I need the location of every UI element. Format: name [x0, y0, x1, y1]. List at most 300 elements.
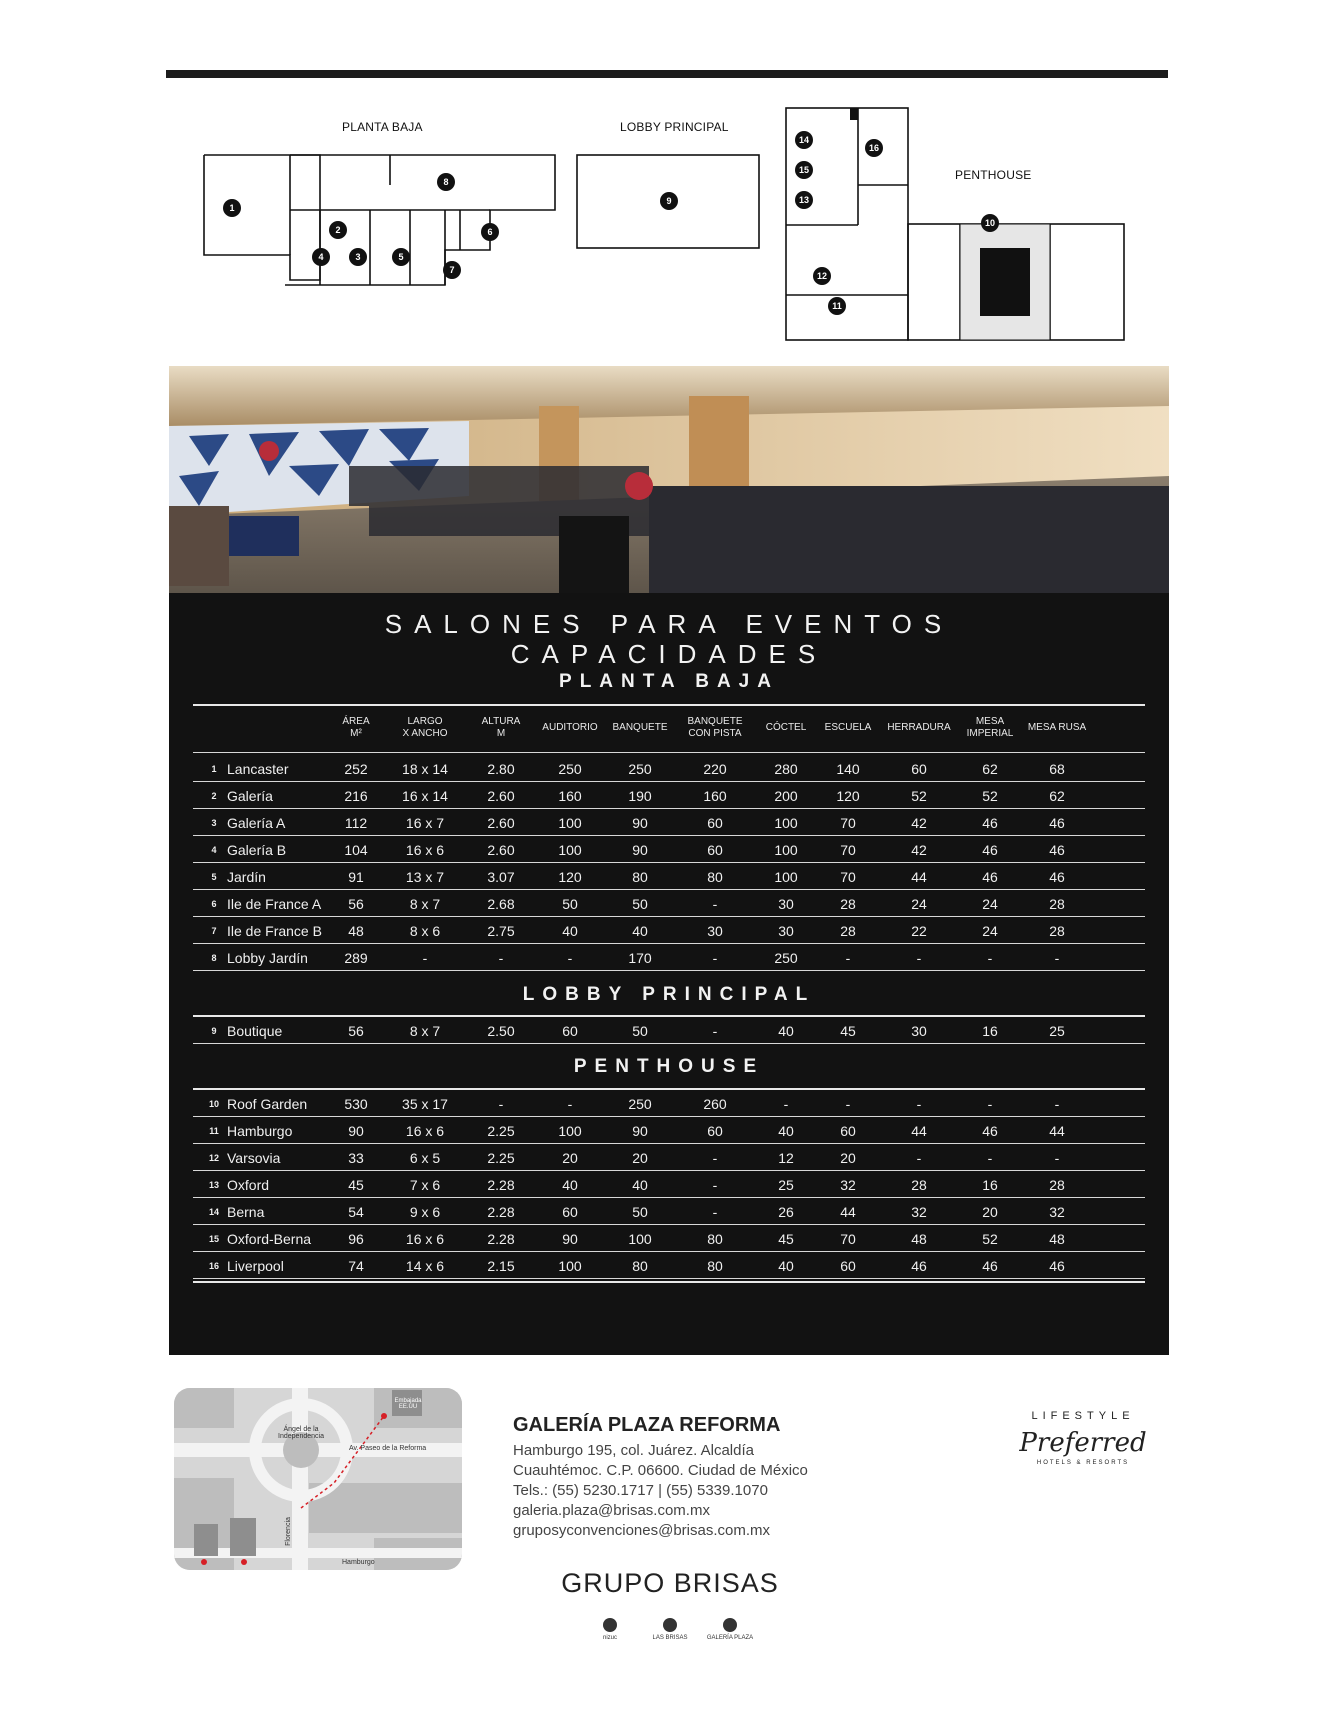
capacity-cell: 62: [982, 761, 998, 777]
capacity-cell: 216: [344, 788, 368, 804]
room-number: 3: [211, 818, 217, 828]
row-divider: [193, 970, 1145, 971]
room-marker-10: 10: [981, 214, 999, 232]
capacity-cell: 2.15: [487, 1258, 515, 1274]
capacity-cell: 32: [1049, 1204, 1065, 1220]
capacity-cell: 32: [840, 1177, 856, 1193]
capacity-cell: 62: [1049, 788, 1065, 804]
room-marker-6: 6: [481, 223, 499, 241]
capacity-cell: -: [1054, 1150, 1060, 1166]
capacity-cell: 46: [982, 1123, 998, 1139]
capacity-cell: 48: [1049, 1231, 1065, 1247]
capacity-cell: 7 x 6: [409, 1177, 441, 1193]
capacity-cell: 112: [344, 815, 368, 831]
room-marker-9: 9: [660, 192, 678, 210]
capacity-cell: -: [712, 950, 718, 966]
capacity-cell: 250: [628, 761, 652, 777]
room-marker-14: 14: [795, 131, 813, 149]
las-brisas-logo: LAS BRISAS: [640, 1618, 700, 1641]
preferred-subtext: HOTELS & RESORTS: [1036, 1460, 1130, 1466]
column-header: [887, 722, 950, 734]
capacity-cell: -: [422, 950, 428, 966]
capacity-cell: 16 x 14: [402, 788, 448, 804]
capacity-cell: 50: [632, 896, 648, 912]
capacity-cell: 2.60: [487, 815, 515, 831]
capacity-cell: 100: [628, 1231, 652, 1247]
room-marker-1: 1: [223, 199, 241, 217]
row-divider: [193, 1043, 1145, 1044]
capacity-cell: 20: [632, 1150, 648, 1166]
capacity-cell: -: [712, 1177, 718, 1193]
room-number: 7: [211, 926, 217, 936]
capacity-cell: 24: [982, 923, 998, 939]
capacity-cell: 2.50: [487, 1023, 515, 1039]
location-map: [174, 1388, 462, 1570]
phone-line[interactable]: Tels.: (55) 5230.1717 | (55) 5339.1070: [513, 1482, 768, 1499]
capacity-cell: 40: [778, 1258, 794, 1274]
capacity-cell: 60: [562, 1204, 578, 1220]
capacity-cell: 16 x 7: [405, 815, 445, 831]
lifestyle-text: LIFESTYLE: [1031, 1410, 1135, 1422]
column-header-line-2: M²: [350, 728, 362, 739]
capacity-cell: 2.25: [487, 1123, 515, 1139]
row-divider: [193, 943, 1145, 944]
event-room-illustration: [169, 366, 1169, 593]
capacity-cell: -: [567, 1096, 573, 1112]
capacity-cell: 200: [774, 788, 798, 804]
capacity-cell: -: [1054, 950, 1060, 966]
map-label-hamburgo: Hamburgo: [342, 1559, 375, 1566]
row-divider: [193, 1251, 1145, 1252]
capacity-cell: 28: [1049, 1177, 1065, 1193]
capacity-cell: 60: [707, 815, 723, 831]
room-marker-13: 13: [795, 191, 813, 209]
capacity-cell: 45: [778, 1231, 794, 1247]
capacity-cell: 100: [774, 815, 798, 831]
capacity-cell: 2.60: [487, 788, 515, 804]
capacity-cell: 140: [836, 761, 860, 777]
row-divider: [193, 1143, 1145, 1144]
capacity-cell: 20: [982, 1204, 998, 1220]
hotel-name: GALERÍA PLAZA REFORMA: [513, 1414, 781, 1436]
room-name: Galería: [227, 788, 273, 804]
capacity-cell: -: [916, 1096, 922, 1112]
galeria-plaza-logo: GALERÍA PLAZA: [700, 1618, 760, 1641]
capacity-cell: 28: [1049, 923, 1065, 939]
room-name: Galería A: [227, 815, 286, 831]
capacity-cell: 40: [562, 1177, 578, 1193]
column-header: [1028, 722, 1086, 734]
capacity-cell: 46: [982, 869, 998, 885]
capacity-cell: 289: [344, 950, 368, 966]
grupo-brisas-logo: GRUPO BRISAS: [561, 1568, 779, 1598]
room-name: Oxford-Berna: [227, 1231, 312, 1247]
capacity-cell: -: [567, 950, 573, 966]
capacity-cell: 30: [778, 923, 794, 939]
capacity-cell: 48: [348, 923, 364, 939]
room-name: Lancaster: [227, 761, 289, 777]
capacity-cell: 100: [558, 815, 582, 831]
capacity-cell: -: [712, 1150, 718, 1166]
sub-brand-logos: [580, 1618, 760, 1648]
capacity-cell: -: [845, 1096, 851, 1112]
capacity-cell: 2.75: [487, 923, 515, 939]
preferred-lifestyle-logo: [1018, 1410, 1148, 1466]
room-marker-4: 4: [312, 248, 330, 266]
capacity-cell: 40: [632, 923, 648, 939]
room-number: 8: [211, 953, 217, 963]
room-name: Berna: [227, 1204, 265, 1220]
capacity-cell: 13 x 7: [405, 869, 445, 885]
room-marker-12: 12: [813, 267, 831, 285]
row-divider: [193, 781, 1145, 782]
capacity-cell: 6 x 5: [409, 1150, 441, 1166]
capacity-cell: 96: [348, 1231, 364, 1247]
capacity-cell: 2.28: [487, 1177, 515, 1193]
capacity-cell: 91: [348, 869, 364, 885]
capacity-cell: 90: [632, 1123, 648, 1139]
capacity-cell: 45: [840, 1023, 856, 1039]
capacity-cell: 14 x 6: [405, 1258, 445, 1274]
capacity-cell: 2.68: [487, 896, 515, 912]
panel-title: SALONES PARA EVENTOS: [384, 609, 954, 639]
row-divider: [193, 862, 1145, 863]
column-header: [766, 722, 807, 734]
capacity-cell: -: [498, 950, 504, 966]
capacity-cell: 80: [632, 1258, 648, 1274]
capacity-cell: 100: [774, 842, 798, 858]
room-number: 1: [211, 764, 217, 774]
row-divider: [193, 1278, 1145, 1279]
capacity-cell: 45: [348, 1177, 364, 1193]
column-header: [402, 716, 447, 740]
capacity-cell: -: [987, 1150, 993, 1166]
capacity-cell: 50: [632, 1204, 648, 1220]
capacity-cell: 16 x 6: [405, 1231, 445, 1247]
section-rule: [193, 1088, 1145, 1090]
capacity-cell: 120: [558, 869, 582, 885]
capacity-cell: 60: [707, 1123, 723, 1139]
capacity-cell: 8 x 7: [409, 896, 441, 912]
capacity-cell: 80: [707, 869, 723, 885]
capacity-cell: 70: [840, 869, 856, 885]
penthouse-label: PENTHOUSE: [955, 168, 1032, 182]
capacity-cell: 44: [840, 1204, 856, 1220]
lobby-principal-label: LOBBY PRINCIPAL: [620, 120, 729, 134]
column-header-line-1: BANQUETE: [687, 716, 743, 727]
column-header-line-2: M: [496, 728, 506, 739]
row-divider: [193, 916, 1145, 917]
groups-email-link[interactable]: gruposyconvenciones@brisas.com.mx: [513, 1522, 770, 1539]
nizuc-logo: nizuc: [580, 1618, 640, 1641]
header-rule: [193, 704, 1145, 706]
map-label-angel: Ángel de la Independencia: [278, 1426, 324, 1440]
capacity-cell: 24: [982, 896, 998, 912]
capacity-cell: 252: [344, 761, 368, 777]
capacity-cell: 32: [911, 1204, 927, 1220]
table-bottom-rule: [193, 1281, 1145, 1283]
capacity-cell: 16 x 6: [405, 842, 445, 858]
room-number: 10: [208, 1099, 220, 1109]
capacity-cell: 60: [840, 1258, 856, 1274]
room-number: 11: [209, 1126, 219, 1136]
room-number: 16: [208, 1261, 220, 1271]
column-header: [482, 716, 521, 740]
room-number: 12: [208, 1153, 220, 1163]
capacity-cell: 80: [632, 869, 648, 885]
preferred-text: Preferred: [1019, 1428, 1147, 1458]
row-divider: [193, 1170, 1145, 1171]
capacity-cell: 20: [562, 1150, 578, 1166]
capacity-cell: 160: [558, 788, 582, 804]
room-marker-8: 8: [437, 173, 455, 191]
capacity-cell: 80: [707, 1258, 723, 1274]
room-name: Hamburgo: [227, 1123, 293, 1139]
capacity-cell: 40: [778, 1023, 794, 1039]
capacity-cell: 48: [911, 1231, 927, 1247]
row-divider: [193, 889, 1145, 890]
capacity-cell: 40: [632, 1177, 648, 1193]
capacity-cell: 44: [1049, 1123, 1065, 1139]
capacity-cell: 24: [911, 896, 927, 912]
column-header-line-1: ÁREA: [342, 716, 370, 727]
capacity-cell: 35 x 17: [402, 1096, 448, 1112]
capacity-cell: 90: [632, 842, 648, 858]
capacity-cell: 46: [982, 1258, 998, 1274]
column-header: [342, 716, 369, 740]
section-title: LOBBY PRINCIPAL: [522, 984, 816, 1005]
room-marker-15: 15: [795, 161, 813, 179]
capacity-cell: 52: [911, 788, 927, 804]
capacity-cell: 2.28: [487, 1204, 515, 1220]
column-header-line-1: CÓCTEL: [765, 722, 807, 733]
galeria-plaza-icon: [723, 1618, 737, 1632]
capacity-cell: 54: [348, 1204, 364, 1220]
column-header-line-1: AUDITORIO: [542, 722, 598, 733]
capacity-cell: 46: [982, 815, 998, 831]
address-line-2: Cuauhtémoc. C.P. 06600. Ciudad de México: [513, 1462, 808, 1479]
column-header-line-2: CON PISTA: [688, 728, 742, 739]
row-divider: [193, 1224, 1145, 1225]
room-number: 2: [211, 791, 217, 801]
capacity-cell: 260: [703, 1096, 727, 1112]
capacity-cell: 60: [562, 1023, 578, 1039]
capacity-cell: 8 x 6: [409, 923, 441, 939]
capacity-cell: 12: [778, 1150, 794, 1166]
capacity-cell: 40: [778, 1123, 794, 1139]
capacity-cell: 8 x 7: [409, 1023, 441, 1039]
map-label-florencia: Florencia: [284, 1517, 292, 1546]
room-marker-16: 16: [865, 139, 883, 157]
room-name: Varsovia: [227, 1150, 281, 1166]
top-rule: [166, 70, 1168, 78]
location-map-drawing: [174, 1388, 462, 1570]
capacity-cell: 160: [703, 788, 727, 804]
panel-subtitle: CAPACIDADES: [510, 639, 828, 669]
capacity-cell: 30: [778, 896, 794, 912]
capacity-cell: 18 x 14: [402, 761, 448, 777]
room-number: 15: [208, 1234, 220, 1244]
column-header-line-2: X ANCHO: [402, 728, 448, 739]
capacity-cell: 44: [911, 869, 927, 885]
capacity-cell: -: [712, 896, 718, 912]
planta-baja-label: PLANTA BAJA: [342, 120, 423, 134]
capacity-cell: 56: [348, 1023, 364, 1039]
capacity-cell: 46: [1049, 1258, 1065, 1274]
capacity-cell: 16 x 6: [405, 1123, 445, 1139]
capacity-cell: 2.60: [487, 842, 515, 858]
room-marker-5: 5: [392, 248, 410, 266]
capacity-cell: 46: [1049, 842, 1065, 858]
capacity-cell: -: [987, 950, 993, 966]
address-line-1: Hamburgo 195, col. Juárez. Alcaldía: [513, 1442, 754, 1459]
room-name: Roof Garden: [227, 1096, 308, 1112]
capacity-cell: 25: [1049, 1023, 1065, 1039]
contact-block: [513, 1414, 873, 1541]
row-divider: [193, 1197, 1145, 1198]
room-number: 9: [211, 1026, 217, 1036]
row-divider: [193, 808, 1145, 809]
capacity-cell: 16: [982, 1177, 998, 1193]
room-name: Oxford: [227, 1177, 270, 1193]
capacity-cell: 33: [348, 1150, 364, 1166]
map-label-embassy: Embajada EE.UU: [394, 1398, 422, 1410]
capacity-cell: 3.07: [487, 869, 515, 885]
capacity-cell: -: [845, 950, 851, 966]
capacity-cell: 28: [1049, 896, 1065, 912]
column-header-line-1: HERRADURA: [887, 722, 951, 733]
capacity-cell: 2.28: [487, 1231, 515, 1247]
capacity-cell: 100: [774, 869, 798, 885]
capacity-cell: 20: [840, 1150, 856, 1166]
capacity-cell: 70: [840, 1231, 856, 1247]
capacity-cell: 42: [911, 815, 927, 831]
capacity-cell: 52: [982, 788, 998, 804]
capacity-cell: 70: [840, 842, 856, 858]
capacity-cell: 100: [558, 1258, 582, 1274]
capacity-cell: 9 x 6: [409, 1204, 441, 1220]
capacity-cell: 16: [982, 1023, 998, 1039]
column-header: [542, 722, 597, 734]
capacity-cell: 30: [707, 923, 723, 939]
header-divider: [193, 752, 1145, 753]
room-number: 13: [208, 1180, 220, 1190]
capacity-cell: 56: [348, 896, 364, 912]
capacity-cell: 40: [562, 923, 578, 939]
capacity-cell: 170: [628, 950, 652, 966]
column-header: [687, 716, 742, 740]
column-header: [612, 722, 667, 734]
capacity-cell: 100: [558, 842, 582, 858]
column-header: [825, 722, 872, 734]
capacity-cell: 68: [1049, 761, 1065, 777]
capacity-cell: -: [498, 1096, 504, 1112]
row-divider: [193, 1116, 1145, 1117]
capacity-cell: 30: [911, 1023, 927, 1039]
capacity-cell: 52: [982, 1231, 998, 1247]
room-name: Galería B: [227, 842, 287, 858]
capacity-cell: 100: [558, 1123, 582, 1139]
capacity-cell: 28: [840, 923, 856, 939]
room-name: Boutique: [227, 1023, 283, 1039]
capacity-cell: 46: [982, 842, 998, 858]
capacity-cell: -: [916, 950, 922, 966]
room-marker-7: 7: [443, 261, 461, 279]
column-header-line-1: ESCUELA: [824, 722, 872, 733]
capacity-cell: 104: [344, 842, 368, 858]
room-name: Liverpool: [227, 1258, 284, 1274]
row-divider: [193, 835, 1145, 836]
room-number: 4: [211, 845, 217, 855]
room-name: Ile de France B: [227, 923, 322, 939]
room-marker-2: 2: [329, 221, 347, 239]
capacity-cell: 74: [348, 1258, 364, 1274]
column-header-line-1: LARGO: [407, 716, 443, 727]
column-header-line-1: MESA: [975, 716, 1005, 727]
capacity-cell: 250: [628, 1096, 652, 1112]
room-number: 5: [211, 872, 217, 882]
capacity-cell: 120: [836, 788, 860, 804]
capacity-cell: 46: [1049, 815, 1065, 831]
capacity-cell: -: [712, 1023, 718, 1039]
room-marker-11: 11: [828, 297, 846, 315]
room-marker-3: 3: [349, 248, 367, 266]
capacity-cell: 60: [707, 842, 723, 858]
capacity-cell: 220: [703, 761, 727, 777]
capacity-cell: 28: [840, 896, 856, 912]
floor-plans: [190, 100, 1150, 350]
column-header-line-1: ALTURA: [481, 716, 521, 727]
capacity-cell: 42: [911, 842, 927, 858]
email-link[interactable]: galeria.plaza@brisas.com.mx: [513, 1502, 710, 1519]
room-name: Lobby Jardín: [227, 950, 308, 966]
capacity-cell: 250: [558, 761, 582, 777]
section-rule: [193, 1015, 1145, 1017]
capacity-cell: 70: [840, 815, 856, 831]
capacity-cell: -: [712, 1204, 718, 1220]
capacity-cell: 90: [632, 815, 648, 831]
capacity-cell: 250: [774, 950, 798, 966]
event-room-photo: [169, 366, 1169, 593]
capacity-cell: 50: [632, 1023, 648, 1039]
capacity-cell: 2.80: [487, 761, 515, 777]
capacity-cell: 90: [348, 1123, 364, 1139]
room-name: Ile de France A: [227, 896, 322, 912]
capacity-cell: 530: [344, 1096, 368, 1112]
section-title: PLANTA BAJA: [559, 671, 779, 692]
capacity-cell: 2.25: [487, 1150, 515, 1166]
capacity-cell: 46: [1049, 869, 1065, 885]
map-label-reforma: Av. Paseo de la Reforma: [349, 1445, 427, 1452]
capacity-cell: 60: [911, 761, 927, 777]
capacity-cell: 44: [911, 1123, 927, 1139]
capacity-cell: -: [1054, 1096, 1060, 1112]
capacity-cell: 280: [774, 761, 798, 777]
capacity-cell: 80: [707, 1231, 723, 1247]
capacity-cell: -: [916, 1150, 922, 1166]
capacity-cell: 26: [778, 1204, 794, 1220]
capacity-cell: 190: [628, 788, 652, 804]
capacity-cell: -: [783, 1096, 789, 1112]
column-header-line-2: IMPERIAL: [966, 728, 1014, 739]
capacity-cell: 90: [562, 1231, 578, 1247]
capacity-cell: 22: [911, 923, 927, 939]
column-header-line-1: BANQUETE: [612, 722, 668, 733]
capacities-panel: [169, 593, 1169, 1355]
capacity-cell: -: [987, 1096, 993, 1112]
capacity-cell: 46: [911, 1258, 927, 1274]
section-title: PENTHOUSE: [573, 1056, 765, 1077]
